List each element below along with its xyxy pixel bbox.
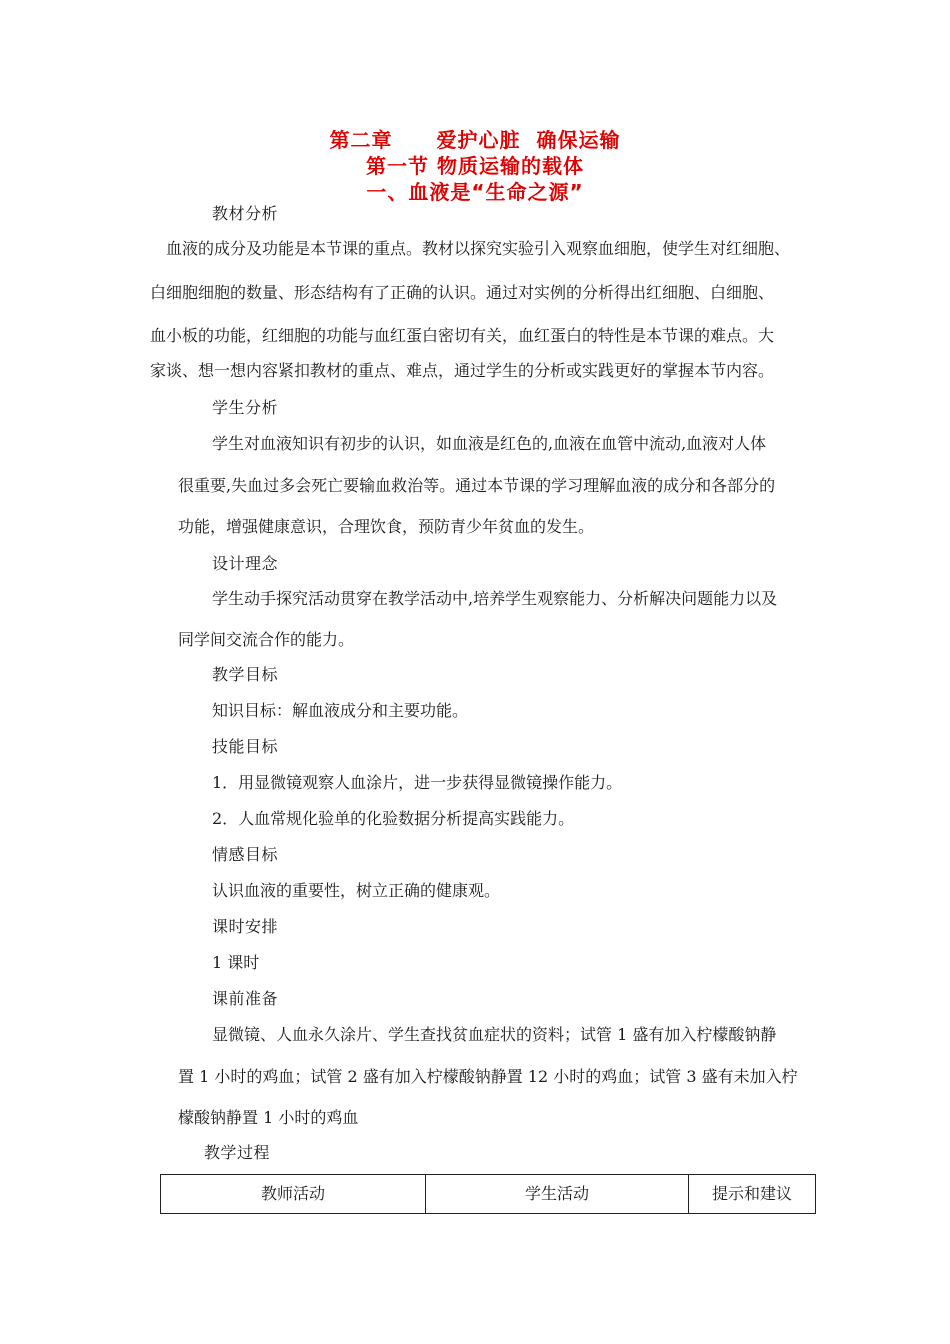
prep-line-1: 显微镜、人血永久涂片、学生查找贫血症状的资料；试管 1 盛有加入柠檬酸钠静 — [212, 1025, 777, 1044]
knowledge-goal: 知识目标：解血液成分和主要功能。 — [212, 701, 469, 720]
teacher-activity-header: 教师活动 — [161, 1175, 426, 1214]
lesson-title: 一、血液是“生命之源” — [366, 180, 584, 204]
emotion-goals-heading: 情感目标 — [212, 845, 279, 864]
textbook-line-2: 白细胞细胞的数量、形态结构有了正确的认识。通过对实例的分析得出红细胞、白细胞、 — [150, 283, 775, 302]
chapter-title: 第二章 爱护心脏 确保运输 — [329, 128, 621, 152]
teaching-process-table — [160, 1174, 816, 1214]
skill-goal-2: 2．人血常规化验单的化验数据分析提高实践能力。 — [212, 809, 575, 828]
design-line-1: 学生动手探究活动贯穿在教学活动中,培养学生观察能力、分析解决问题能力以及 — [212, 589, 778, 608]
textbook-analysis-heading: 教材分析 — [212, 204, 279, 223]
prep-line-3: 檬酸钠静置 1 小时的鸡血 — [178, 1108, 359, 1127]
emotion-goal-text: 认识血液的重要性，树立正确的健康观。 — [212, 881, 501, 900]
tips-header: 提示和建议 — [689, 1175, 816, 1214]
section-title: 第一节 物质运输的载体 — [366, 154, 584, 178]
student-line-2: 很重要,失血过多会死亡要输血救治等。通过本节课的学习理解血液的成分和各部分的 — [178, 476, 776, 495]
design-line-2: 同学间交流合作的能力。 — [178, 630, 355, 649]
skill-goal-1: 1．用显微镜观察人血涂片，进一步获得显微镜操作能力。 — [212, 773, 623, 792]
skill-goals-heading: 技能目标 — [212, 737, 279, 756]
teaching-goals-heading: 教学目标 — [212, 665, 279, 684]
teaching-process-heading: 教学过程 — [204, 1143, 271, 1162]
prep-line-2: 置 1 小时的鸡血；试管 2 盛有加入柠檬酸钠静置 12 小时的鸡血；试管 3 盛有未加入柠 — [178, 1067, 798, 1086]
preparation-heading: 课前准备 — [212, 989, 279, 1008]
student-activity-header: 学生活动 — [426, 1175, 689, 1214]
schedule-heading: 课时安排 — [212, 917, 279, 936]
schedule-text: 1 课时 — [212, 953, 260, 972]
student-line-3: 功能，增强健康意识，合理饮食，预防青少年贫血的发生。 — [178, 517, 595, 536]
textbook-line-4: 家谈、想一想内容紧扣教材的重点、难点，通过学生的分析或实践更好的掌握本节内容。 — [150, 361, 775, 380]
textbook-line-3: 血小板的功能，红细胞的功能与血红蛋白密切有关，血红蛋白的特性是本节课的难点。大 — [150, 326, 775, 345]
design-concept-heading: 设计理念 — [212, 554, 279, 573]
student-line-1: 学生对血液知识有初步的认识，如血液是红色的,血液在血管中流动,血液对人体 — [212, 434, 767, 453]
student-analysis-heading: 学生分析 — [212, 398, 279, 417]
table-header-row — [161, 1175, 816, 1214]
textbook-line-1: 血液的成分及功能是本节课的重点。教材以探究实验引入观察血细胞，使学生对红细胞、 — [166, 239, 791, 258]
